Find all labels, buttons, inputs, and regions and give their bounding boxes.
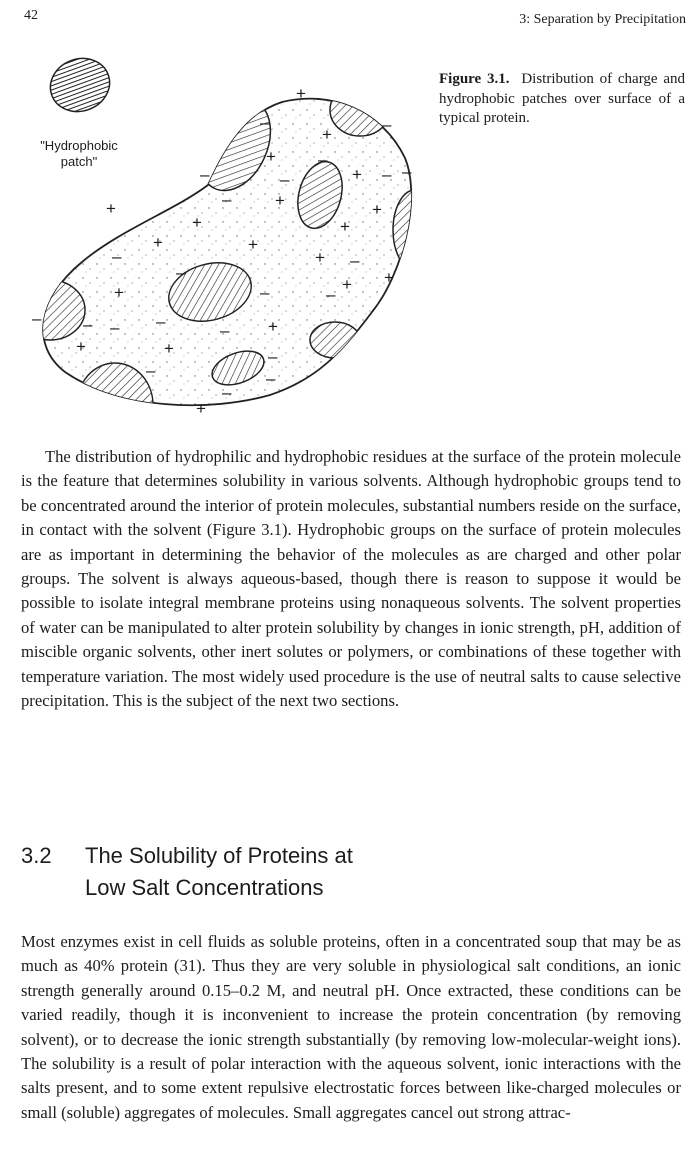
minus-sign: – (112, 247, 122, 266)
hydrophobic-patch-legend-icon (43, 50, 117, 119)
minus-sign: – (260, 113, 270, 132)
protein-diagram (10, 50, 430, 450)
plus-sign: + (275, 191, 285, 210)
minus-sign: – (326, 285, 336, 304)
plus-sign: + (153, 233, 163, 252)
plus-sign: + (114, 283, 124, 302)
minus-sign: – (222, 190, 232, 209)
section-heading (21, 840, 353, 904)
minus-sign: – (260, 283, 270, 302)
minus-sign: – (382, 115, 392, 134)
figure-caption-number: 3.1. (487, 71, 510, 87)
minus-sign: – (318, 150, 328, 169)
page-number: 42 (24, 8, 38, 23)
plus-sign: + (322, 125, 332, 144)
minus-sign: – (83, 315, 93, 334)
plus-sign: + (164, 339, 174, 358)
minus-sign: – (350, 251, 360, 270)
minus-sign: – (200, 165, 210, 184)
minus-sign: – (402, 162, 412, 181)
plus-sign: + (192, 213, 202, 232)
minus-sign: – (266, 369, 276, 388)
minus-sign: – (32, 309, 42, 328)
plus-sign: + (106, 199, 116, 218)
plus-sign: + (342, 275, 352, 294)
figure-caption (439, 70, 685, 129)
running-head: 3: Separation by Precipitation (519, 12, 686, 27)
section-number: 3.2 (21, 843, 52, 868)
figure-3-1 (10, 50, 430, 450)
plus-sign: + (196, 399, 206, 418)
minus-sign: – (268, 347, 278, 366)
figure-caption-label: Figure (439, 71, 482, 87)
plus-sign: + (340, 217, 350, 236)
minus-sign: – (222, 383, 232, 402)
minus-sign: – (176, 263, 186, 282)
minus-sign: – (146, 361, 156, 380)
minus-sign: – (382, 165, 392, 184)
plus-sign: + (352, 165, 362, 184)
plus-sign: + (76, 337, 86, 356)
minus-sign: – (280, 170, 290, 189)
plus-sign: + (296, 84, 306, 103)
body-paragraph: The distribution of hydrophilic and hydrophobic residues at the surface of the protein molecule is the feature that determines solubility in various solvents. Although hydrophobic groups tend to be concentrated around the interior of protein molecules, substantial numbers reside on the surface, in contact with the solvent (Figure 3.1). Hydrophobic groups on the surface of protein molecules are as important in determining the behavior of the molecules as are charged and other polar groups. The solvent is always aqueous-based, though there is reason to suppose it would be possible to isolate integral membrane proteins using nonaqueous solvents. The solvent properties of water can be manipulated to alter protein solubility by changes in ionic strength, pH, addition of miscible organic solvents, other inert solutes or polymers, or combinations of these together with temperature variation. The most widely used procedure is the use of neutral salts to cause selective precipitation. This is the subject of the next two sections. (21, 447, 681, 711)
minus-sign: – (156, 312, 166, 331)
minus-sign: – (110, 318, 120, 337)
minus-sign: – (220, 321, 230, 340)
plus-sign: + (266, 147, 276, 166)
body-paragraph: Most enzymes exist in cell fluids as soluble proteins, often in a concentrated soup that may be as much as 40% protein (31). Thus they are very soluble in physiological salt conditions, an ionic strength generally around 0.15–0.2 M, and neutral pH. Once extracted, these conditions can be varied readily, though it is inconvenient to increase the protein concentration (by removing solvent), or to decrease the ionic strength substantially (by removing low-molecular-weight ions). The solubility is a result of polar interaction with the aqueous solvent, ionic interactions with the salts present, and to some extent repulsive electrostatic forces between like-charged molecules or small (soluble) aggregates of molecules. Small aggregates cancel out strong attrac- (21, 932, 681, 1122)
hydrophobic-patch-label: "Hydrophobic patch" (40, 138, 118, 169)
figure-caption-text: Distribution of charge and hydrophobic patches over surface of a typical protein. (439, 71, 686, 126)
section-title-line-1: The Solubility of Proteins at (85, 843, 353, 868)
section-title-line-2: Low Salt Concentrations (85, 875, 324, 900)
plus-sign: + (268, 317, 278, 336)
plus-sign: + (248, 235, 258, 254)
plus-sign: + (384, 268, 394, 287)
plus-sign: + (372, 200, 382, 219)
plus-sign: + (315, 248, 325, 267)
